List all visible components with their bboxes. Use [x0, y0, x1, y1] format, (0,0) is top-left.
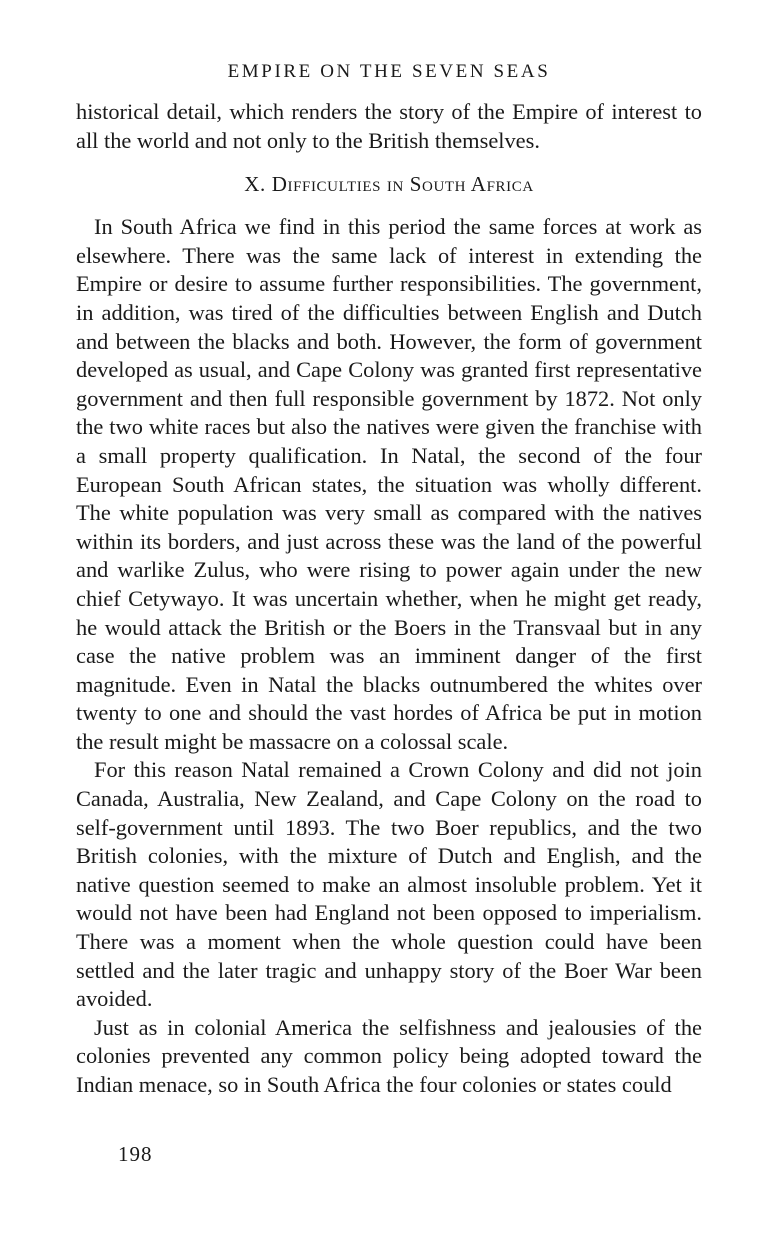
page-number: 198 — [118, 1142, 153, 1166]
body-paragraph-1: In South Africa we find in this period the same forces at work as elsewhere. There was the same lack of interest in extending the Empire or desire to assume further responsibilities. The government, in addition, was tired of the difficulties between English and Dutch and between the blacks and both. However, the form of government developed as usual, and Cape Colony was granted first representative government and then full responsible government by 1872. Not only the two white races but also the natives were given the franchise with a small property qualification. In Natal, the second of the four European South African states, the situation was wholly different. The white population was very small as compared with the natives within its borders, and just across these was the land of the powerful and warlike Zulus, who were rising to power again under the new chief Cetywayo. It was uncertain whether, when he might get ready, he would attack the British or the Boers in the Transvaal but in any case the native problem was an imminent danger of the first magnitude. Even in Natal the blacks outnumbered the whites over twenty to one and should the vast hordes of Africa be put in motion the result might be massacre on a colossal scale. — [76, 214, 702, 754]
running-head: EMPIRE ON THE SEVEN SEAS — [227, 61, 551, 82]
section-number: X. — [244, 172, 266, 197]
body-paragraph-2: For this reason Natal remained a Crown Colony and did not join Canada, Australia, New Zealand, and Cape Colony on the road to self-government until 1893. The two Boer republics, and the two British colonies, with the mixture of Dutch and English, and the native question seemed to make an almost insoluble problem. Yet it would not have been had England not been opposed to imperialism. There was a moment when the whole question could have been settled and the later tragic and unhappy story of the Boer War been avoided. — [76, 757, 702, 1012]
book-page — [76, 60, 702, 1100]
section-heading — [76, 170, 702, 198]
continuation-paragraph: historical detail, which renders the story of the Empire of interest to all the world and not only to the British themselves. — [76, 99, 702, 153]
section-title: Difficulties in South Africa — [271, 172, 534, 197]
body-paragraph-3: Just as in colonial America the selfishness and jealousies of the colonies prevented any common policy being adopted toward the Indian menace, so in South Africa the four colonies or states could — [76, 1014, 702, 1097]
